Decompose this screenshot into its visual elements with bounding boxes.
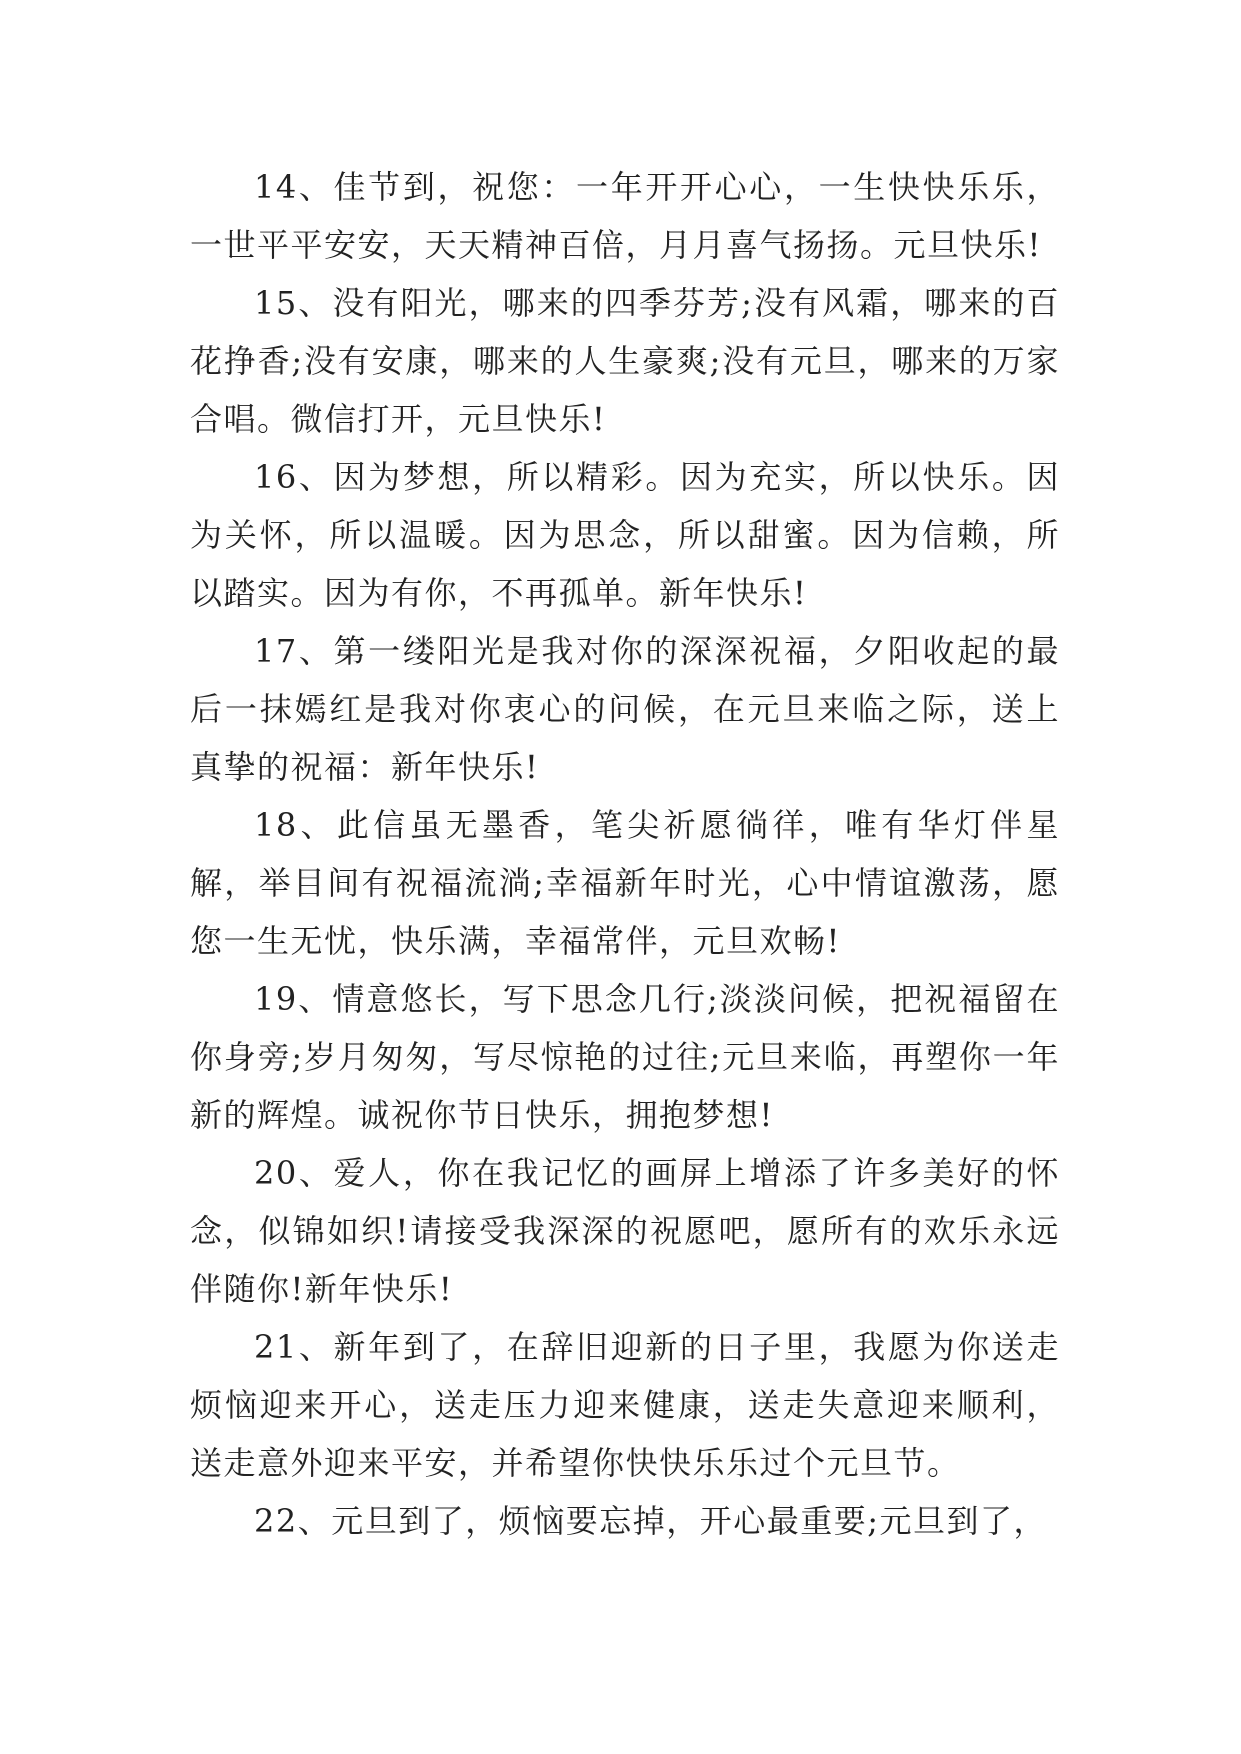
paragraph-14: 14、佳节到，祝您：一年开开心心，一生快快乐乐，一世平平安安，天天精神百倍，月月喜气扬扬。元旦快乐! [190, 168, 1060, 264]
paragraph-18: 18、此信虽无墨香，笔尖祈愿徜徉，唯有华灯伴星解，举目间有祝福流淌;幸福新年时光，心中情谊激荡，愿您一生无忧，快乐满，幸福常伴，元旦欢畅! [190, 806, 1060, 960]
paragraph-15: 15、没有阳光，哪来的四季芬芳;没有风霜，哪来的百花挣香;没有安康，哪来的人生豪爽;没有元旦，哪来的万家合唱。微信打开，元旦快乐! [190, 284, 1060, 438]
paragraph-17: 17、第一缕阳光是我对你的深深祝福，夕阳收起的最后一抹嫣红是我对你衷心的问候，在元旦来临之际，送上真挚的祝福：新年快乐! [190, 632, 1060, 786]
paragraph-20: 20、爱人，你在我记忆的画屏上增添了许多美好的怀念，似锦如织!请接受我深深的祝愿吧，愿所有的欢乐永远伴随你!新年快乐! [190, 1154, 1060, 1308]
paragraph-19: 19、情意悠长，写下思念几行;淡淡问候，把祝福留在你身旁;岁月匆匆，写尽惊艳的过往;元旦来临，再塑你一年新的辉煌。诚祝你节日快乐，拥抱梦想! [190, 980, 1060, 1134]
document-body [190, 158, 1060, 1550]
paragraph-21: 21、新年到了，在辞旧迎新的日子里，我愿为你送走烦恼迎来开心，送走压力迎来健康，送走失意迎来顺利，送走意外迎来平安，并希望你快快乐乐过个元旦节。 [190, 1328, 1060, 1482]
paragraph-22: 22、元旦到了，烦恼要忘掉，开心最重要;元旦到了， [254, 1502, 1048, 1540]
paragraph-16: 16、因为梦想，所以精彩。因为充实，所以快乐。因为关怀，所以温暖。因为思念，所以甜蜜。因为信赖，所以踏实。因为有你，不再孤单。新年快乐! [190, 458, 1060, 612]
